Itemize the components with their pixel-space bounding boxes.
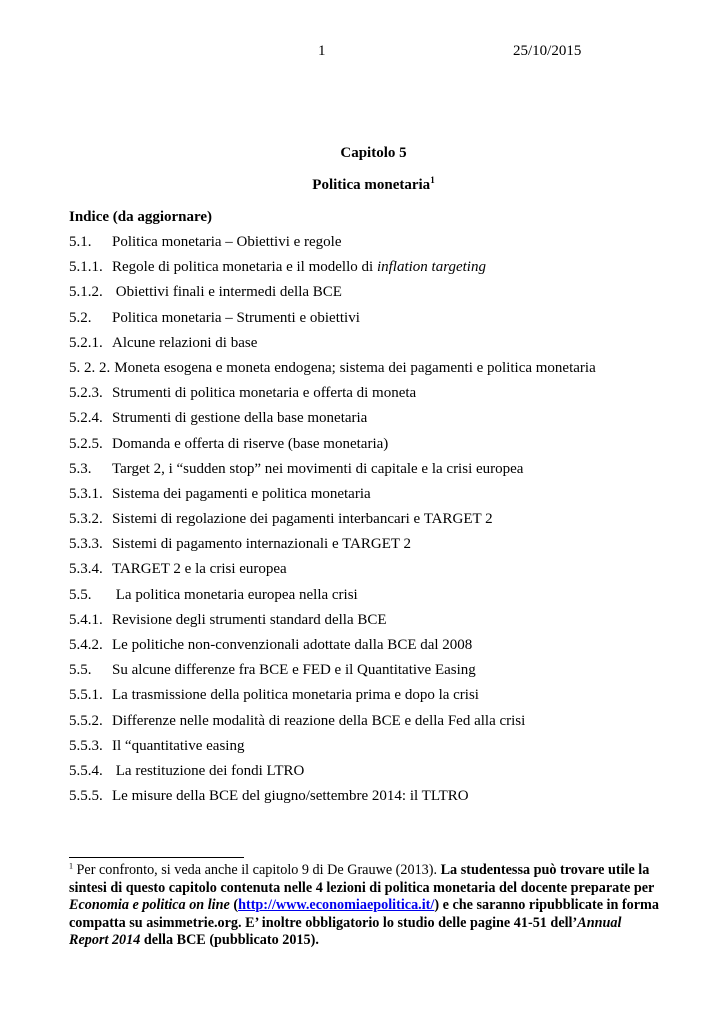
toc-item-title: Strumenti di politica monetaria e offerta di moneta	[112, 385, 417, 402]
page-number: 1	[318, 43, 326, 59]
toc-item	[69, 461, 669, 486]
toc-item	[69, 486, 669, 511]
toc-item	[69, 561, 669, 586]
toc-item	[69, 536, 669, 561]
toc-item-number: 5.2.1.	[69, 334, 103, 351]
toc-item-title: Politica monetaria – Obiettivi e regole	[112, 234, 342, 250]
toc-item	[69, 763, 669, 788]
toc-item	[69, 259, 669, 284]
toc-item-title: Moneta esogena e moneta endogena; sistema dei pagamenti e politica monetaria	[114, 359, 596, 376]
toc-item-title: La trasmissione della politica monetaria prima e dopo la crisi	[112, 687, 479, 704]
toc-item-number: 5.2.	[69, 309, 92, 326]
toc-item-title: La restituzione dei fondi LTRO	[112, 762, 305, 779]
toc-item-title: Sistema dei pagamenti e politica monetaria	[112, 485, 371, 502]
toc-item	[69, 788, 669, 813]
toc-item-number: 5.5.5.	[69, 788, 103, 805]
toc-item	[69, 713, 669, 738]
toc-item	[69, 385, 669, 410]
toc-item-title: Le misure della BCE del giugno/settembre 2014: il TLTRO	[112, 788, 469, 805]
toc-item	[69, 511, 669, 536]
page-header	[0, 43, 725, 63]
toc-item-title: Target 2, i “sudden stop” nei movimenti di capitale e la crisi europea	[112, 460, 524, 477]
table-of-contents	[69, 234, 669, 813]
toc-item-number: 5. 2. 2.	[69, 359, 111, 376]
toc-item	[69, 662, 669, 687]
toc-item-title: Strumenti di gestione della base monetaria	[112, 410, 368, 427]
toc-item-title: Revisione degli strumenti standard della BCE	[112, 611, 387, 628]
toc-item-number: 5.5.1.	[69, 687, 103, 704]
footnote-bold-3: ) e che saranno ripubblicate in forma compatta su asimmetrie.org. E’ inoltre obbligatorio lo studio delle pagine 41-51 dell’	[69, 897, 659, 931]
toc-item-number: 5.1.1.	[69, 259, 103, 276]
toc-item-number: 5.4.1.	[69, 611, 103, 628]
header-date: 25/10/2015	[513, 43, 582, 59]
toc-item	[69, 436, 669, 461]
footnote	[69, 862, 659, 950]
toc-item	[69, 310, 669, 335]
toc-item-number: 5.1.2.	[69, 284, 103, 301]
toc-item-number: 5.2.5.	[69, 435, 103, 452]
footnote-publication: Economia e politica on line	[69, 897, 230, 913]
toc-item-number: 5.3.1.	[69, 485, 103, 502]
toc-item-number: 5.5.2.	[69, 712, 103, 729]
page-title	[0, 177, 725, 194]
toc-item	[69, 587, 669, 612]
toc-item-number: 5.2.4.	[69, 410, 103, 427]
toc-item	[69, 612, 669, 637]
footnote-separator	[69, 857, 244, 858]
toc-item-number: 5.2.3.	[69, 385, 103, 402]
toc-item-number: 5.3.4.	[69, 561, 103, 578]
toc-item-title: Le politiche non-convenzionali adottate dalla BCE dal 2008	[112, 637, 473, 653]
toc-item-title: Sistemi di regolazione dei pagamenti interbancari e TARGET 2	[112, 511, 493, 528]
toc-item-number: 5.1.	[69, 234, 92, 250]
toc-item-title: Domanda e offerta di riserve (base monetaria)	[112, 435, 389, 452]
footnote-link[interactable]: http://www.economiaepolitica.it/	[238, 897, 435, 913]
toc-item-title: Il “quantitative easing	[112, 737, 245, 754]
toc-item	[69, 284, 669, 309]
toc-item	[69, 637, 669, 662]
toc-item	[69, 410, 669, 435]
toc-item	[69, 335, 669, 360]
title-text: Politica monetaria	[312, 177, 431, 193]
toc-item-title: Sistemi di pagamento internazionali e TARGET 2	[112, 536, 412, 553]
index-heading: Indice (da aggiornare)	[69, 209, 213, 225]
toc-item-title: Regole di politica monetaria e il modello di	[112, 259, 377, 276]
toc-item	[69, 738, 669, 763]
footnote-mark: 1	[69, 861, 73, 871]
toc-item	[69, 360, 669, 385]
toc-item-number: 5.5.	[69, 586, 92, 603]
footnote-bold-2: (	[229, 897, 239, 913]
footnote-report: Annual Report 2014	[69, 914, 622, 948]
toc-item-number: 5.4.2.	[69, 637, 103, 653]
toc-item-number: 5.5.3.	[69, 737, 103, 754]
toc-item-number: 5.3.	[69, 460, 92, 477]
toc-item-title: TARGET 2 e la crisi europea	[112, 561, 287, 578]
toc-item-title: Obiettivi finali e intermedi della BCE	[112, 284, 342, 301]
toc-item-number: 5.3.2.	[69, 511, 103, 528]
toc-item-title: Su alcune differenze fra BCE e FED e il Quantitative Easing	[112, 662, 476, 679]
toc-item-number: 5.5.4.	[69, 762, 103, 779]
chapter-label: Capitolo 5	[340, 145, 407, 161]
toc-item-title: Politica monetaria – Strumenti e obiettivi	[112, 309, 360, 326]
footnote-bold-1: La studentessa può trovare utile la sintesi di questo capitolo contenuta nelle 4 lezioni di politica monetaria del docente preparate per	[69, 862, 655, 896]
toc-item	[69, 234, 669, 259]
title-footnote-mark: 1	[430, 175, 435, 185]
toc-item-number: 5.5.	[69, 662, 92, 679]
toc-item-title: Differenze nelle modalità di reazione della BCE e della Fed alla crisi	[112, 712, 526, 729]
toc-item-title: Alcune relazioni di base	[112, 334, 258, 351]
toc-item	[69, 687, 669, 712]
toc-item-number: 5.3.3.	[69, 536, 103, 553]
footnote-bold-4: della BCE (pubblicato 2015).	[140, 932, 319, 948]
toc-item-italic: inflation targeting	[376, 259, 486, 276]
toc-item-title: La politica monetaria europea nella crisi	[112, 586, 358, 603]
footnote-intro: Per confronto, si veda anche il capitolo 9 di De Grauwe (2013).	[73, 862, 441, 878]
